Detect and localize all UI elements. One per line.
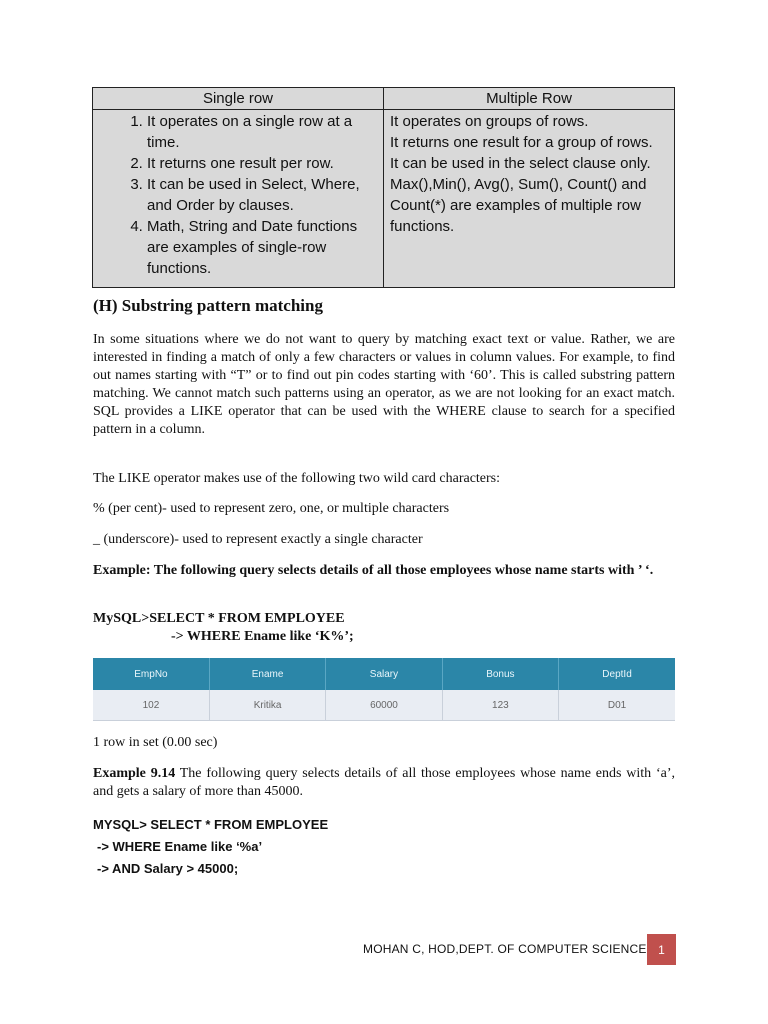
table-cell: 60000 <box>326 690 442 721</box>
multiple-row-point: It returns one result for a group of rows. <box>390 134 653 151</box>
example-text: The following query selects details of all those employees whose name ends with ‘a’, and gets a salary of more than 45000. <box>93 766 675 799</box>
single-row-cell <box>93 110 384 288</box>
single-row-point: 1. It operates on a single row at a time. <box>147 111 379 153</box>
column-header: DeptId <box>559 658 675 690</box>
table-row <box>93 690 675 721</box>
footer-author: MOHAN C, HOD,DEPT. OF COMPUTER SCIENCE <box>363 942 647 956</box>
table-cell: 102 <box>93 690 209 721</box>
column-header: Ename <box>209 658 325 690</box>
single-row-point: 3. It can be used in Select, Where, and Order by clauses. <box>147 174 379 216</box>
table-cell: D01 <box>559 690 675 721</box>
query2-line: MYSQL> SELECT * FROM EMPLOYEE <box>93 817 329 832</box>
page-number: 1 <box>647 934 676 965</box>
query-block-1 <box>93 610 354 646</box>
multiple-row-point: It can be used in the select clause only. <box>390 155 651 172</box>
query2-line: -> AND Salary > 45000; <box>97 861 239 876</box>
table-cell: 123 <box>442 690 558 721</box>
section-title: (H) Substring pattern matching <box>93 296 323 315</box>
query1-line: -> WHERE Ename like ‘K%’; <box>171 629 354 644</box>
percent-wildcard-text: % (per cent)- used to represent zero, one, or multiple characters <box>93 501 450 516</box>
column-header: Bonus <box>442 658 558 690</box>
underscore-wildcard-text: _ (underscore)- used to represent exactly a single character <box>93 532 423 547</box>
column-header: Salary <box>326 658 442 690</box>
multiple-row-point: It operates on groups of rows. <box>390 113 589 130</box>
intro-paragraph: In some situations where we do not want to query by matching exact text or value. Rather, we are interested in finding a match of only a few characters or values in column values. For example, to find out names starting with “T” or to find out pin codes starting with ‘60’. This is called substring pattern matching. We cannot match such patterns using an operator, as we are not looking for an exact match. SQL provides a LIKE operator that can be used with the WHERE clause to search for a specified pattern in a column. <box>93 332 675 437</box>
header-single-row: Single row <box>93 88 384 110</box>
example-heading: Example: The following query selects details of all those employees whose name starts with ’ ‘. <box>93 563 654 578</box>
multiple-row-point: Max(),Min(), Avg(), Sum(), Count() and Count(*) are examples of multiple row functions. <box>390 176 647 235</box>
rowset-status: 1 row in set (0.00 sec) <box>93 735 218 750</box>
header-multiple-row: Multiple Row <box>384 88 675 110</box>
example-9-14 <box>93 765 675 801</box>
comparison-table <box>92 87 675 288</box>
single-row-point: 4. Math, String and Date functions are examples of single-row functions. <box>147 216 379 279</box>
result-table <box>93 658 675 721</box>
query1-line: MySQL>SELECT * FROM EMPLOYEE <box>93 611 345 626</box>
query-block-2 <box>93 814 328 880</box>
table-cell: Kritika <box>209 690 325 721</box>
column-header: EmpNo <box>93 658 209 690</box>
query2-line: -> WHERE Ename like ‘%a’ <box>97 839 263 854</box>
example-label: Example 9.14 <box>93 766 176 781</box>
single-row-point: 2. It returns one result per row. <box>147 153 379 174</box>
like-operator-paragraph: The LIKE operator makes use of the following two wild card characters: <box>93 471 501 486</box>
multiple-row-cell <box>384 110 675 288</box>
